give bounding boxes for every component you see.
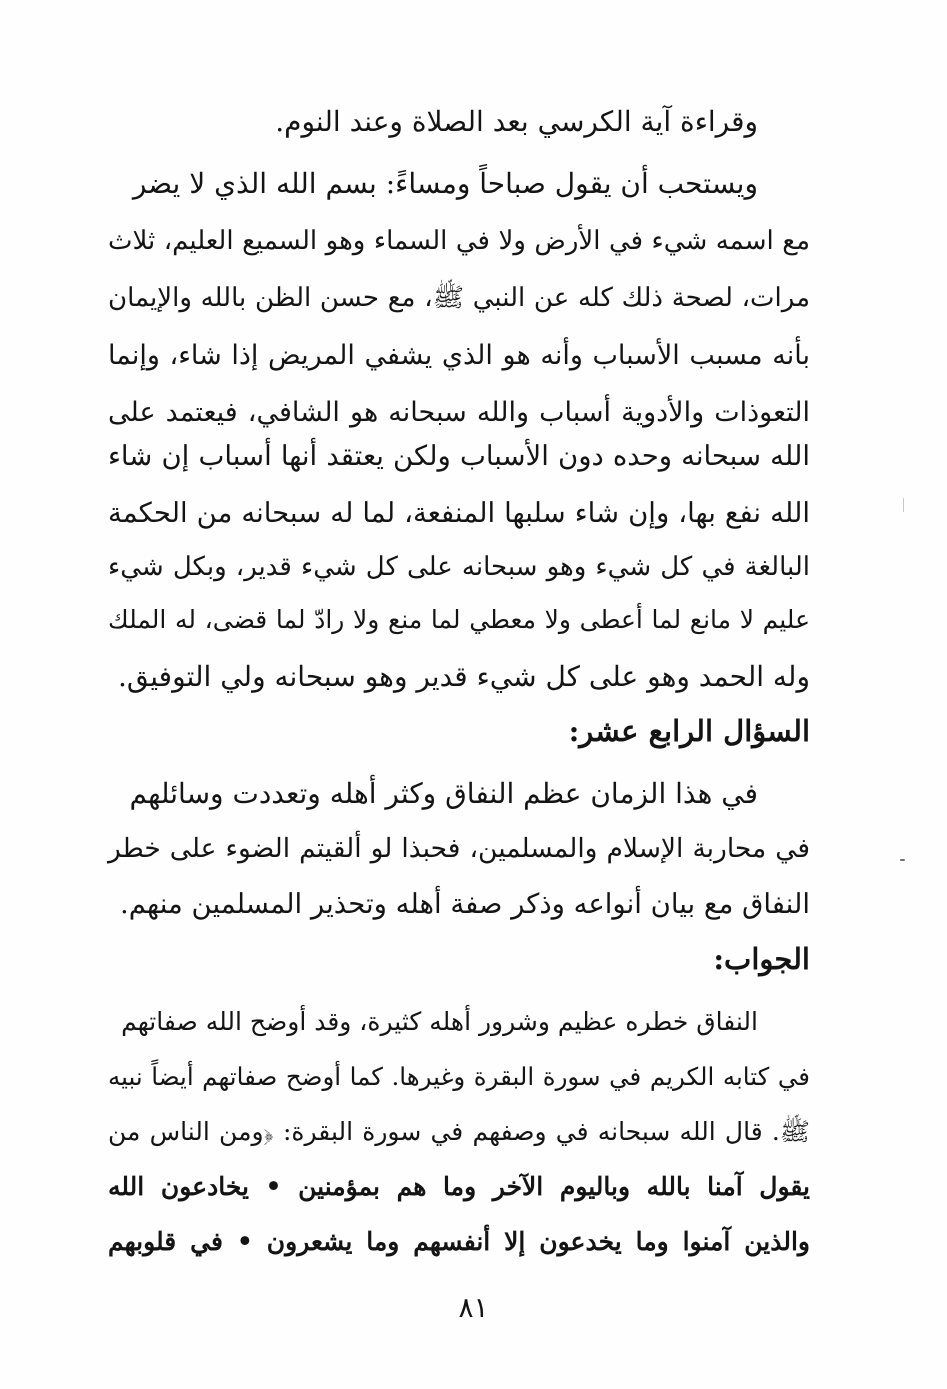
question-line: النفاق مع بيان أنواعه وذكر صفة أهله وتحذير المسلمين منهم. — [120, 888, 810, 920]
answer-line: والذين آمنوا وما يخدعون إلا أنفسهم وما يشعرون • في قلوبهم — [108, 1227, 810, 1256]
question-line: في هذا الزمان عظم النفاق وكثر أهله وتعددت وسائلهم — [129, 777, 758, 810]
text-line: عليم لا مانع لما أعطى ولا معطي لما منع ولا رادّ لما قضى، له الملك — [108, 605, 810, 634]
text-line: وله الحمد وهو على كل شيء قدير وهو سبحانه ولي التوفيق. — [117, 660, 810, 693]
text-line: مع اسمه شيء في الأرض ولا في السماء وهو السميع العليم، ثلاث — [108, 226, 810, 256]
answer-line: يقول آمنا بالله وباليوم الآخر وما هم بمؤمنين • يخادعون الله — [108, 1172, 810, 1201]
text-line: وقراءة آية الكرسي بعد الصلاة وعند النوم. — [275, 105, 758, 138]
text-line: البالغة في كل شيء وهو سبحانه على كل شيء قدير، وبكل شيء — [108, 552, 810, 582]
scan-speck — [900, 859, 905, 861]
answer-line: ﷺ. قال الله سبحانه في وصفهم في سورة البقرة: ﴿ومن الناس من — [108, 1117, 810, 1146]
text-line: الله نفع بها، وإن شاء سلبها المنفعة، لما له سبحانه من الحكمة — [108, 497, 810, 529]
question-heading: السؤال الرابع عشر: — [568, 714, 810, 748]
answer-line: في كتابه الكريم في سورة البقرة وغيرها. كما أوضح صفاتهم أيضاً نبيه — [108, 1062, 810, 1091]
text-line: التعوذات والأدوية أسباب والله سبحانه هو الشافي، فيعتمد على — [108, 397, 810, 428]
answer-line: النفاق خطره عظيم وشرور أهله كثيرة، وقد أوضح الله صفاتهم — [121, 1007, 758, 1036]
answer-heading: الجواب: — [713, 942, 810, 976]
page-body — [108, 0, 810, 1389]
page-number: ٨١ — [458, 1291, 489, 1324]
scan-speck — [903, 498, 904, 512]
text-line: مرات، لصحة ذلك كله عن النبي ﷺ، مع حسن الظن بالله والإيمان — [108, 283, 810, 313]
text-line: بأنه مسبب الأسباب وأنه هو الذي يشفي المريض إذا شاء، وإنما — [108, 340, 810, 371]
text-line: الله سبحانه وحده دون الأسباب ولكن يعتقد أنها أسباب إن شاء — [108, 440, 810, 472]
text-line: ويستحب أن يقول صباحاً ومساءً: بسم الله الذي لا يضر — [132, 167, 758, 200]
question-line: في محاربة الإسلام والمسلمين، فحبذا لو ألقيتم الضوء على خطر — [108, 833, 810, 864]
